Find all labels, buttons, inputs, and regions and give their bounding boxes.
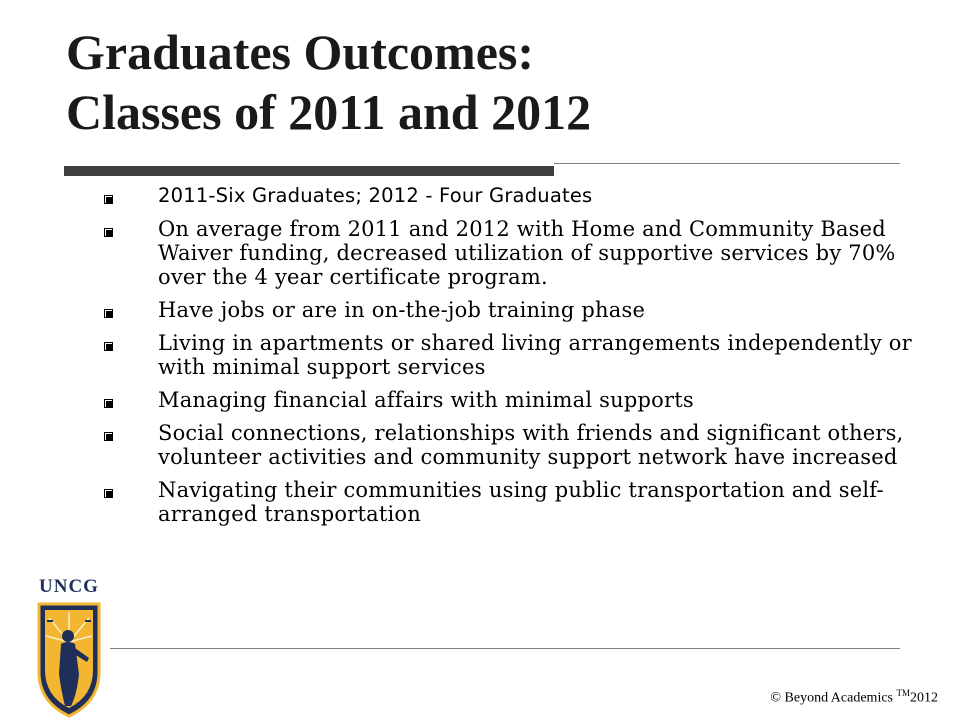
bullet-text: Managing financial affairs with minimal supports: [158, 388, 694, 412]
bullet-text: Have jobs or are in on-the-job training phase: [158, 298, 646, 322]
slide-title: [66, 22, 926, 142]
list-item: [104, 478, 944, 526]
bullet-text: 2011-Six Graduates; 2012 - Four Graduates: [158, 184, 593, 207]
square-bullet-icon: [104, 228, 116, 237]
square-bullet-icon: [104, 309, 116, 318]
list-item: [104, 217, 944, 289]
square-bullet-icon: [104, 195, 116, 204]
footer-divider: [110, 648, 900, 649]
bullet-text: Living in apartments or shared living arrangements independently or with minimal support services: [158, 331, 912, 379]
title-underline-thin: [554, 163, 900, 164]
bullet-text: Navigating their communities using public transportation and self-arranged transportation: [158, 478, 884, 526]
list-item: [104, 331, 944, 379]
list-item: [104, 388, 944, 412]
list-item: [104, 421, 944, 469]
copyright-prefix: © Beyond Academics: [770, 690, 897, 706]
copyright-notice: [770, 688, 938, 707]
bullet-text: Social connections, relationships with friends and significant others, volunteer activities and community support network have increased: [158, 421, 904, 469]
square-bullet-icon: [104, 432, 116, 441]
list-item: [104, 298, 944, 322]
square-bullet-icon: [104, 489, 116, 498]
logo-text: UNCG: [39, 576, 99, 597]
square-bullet-icon: [104, 342, 116, 351]
uncg-logo: [34, 576, 104, 720]
title-underline-thick: [64, 166, 554, 176]
copyright-year: 2012: [910, 690, 938, 706]
uncg-shield-icon: [37, 602, 101, 718]
list-item: [104, 184, 944, 208]
outcomes-list: [104, 184, 944, 535]
trademark-mark: TM: [896, 688, 910, 698]
title-line-2: Classes of 2011 and 2012: [66, 84, 592, 140]
square-bullet-icon: [104, 399, 116, 408]
title-line-1: Graduates Outcomes:: [66, 24, 534, 80]
bullet-text: On average from 2011 and 2012 with Home and Community Based Waiver funding, decreased utilization of supportive services by 70% over the 4 year certificate program.: [158, 217, 896, 289]
